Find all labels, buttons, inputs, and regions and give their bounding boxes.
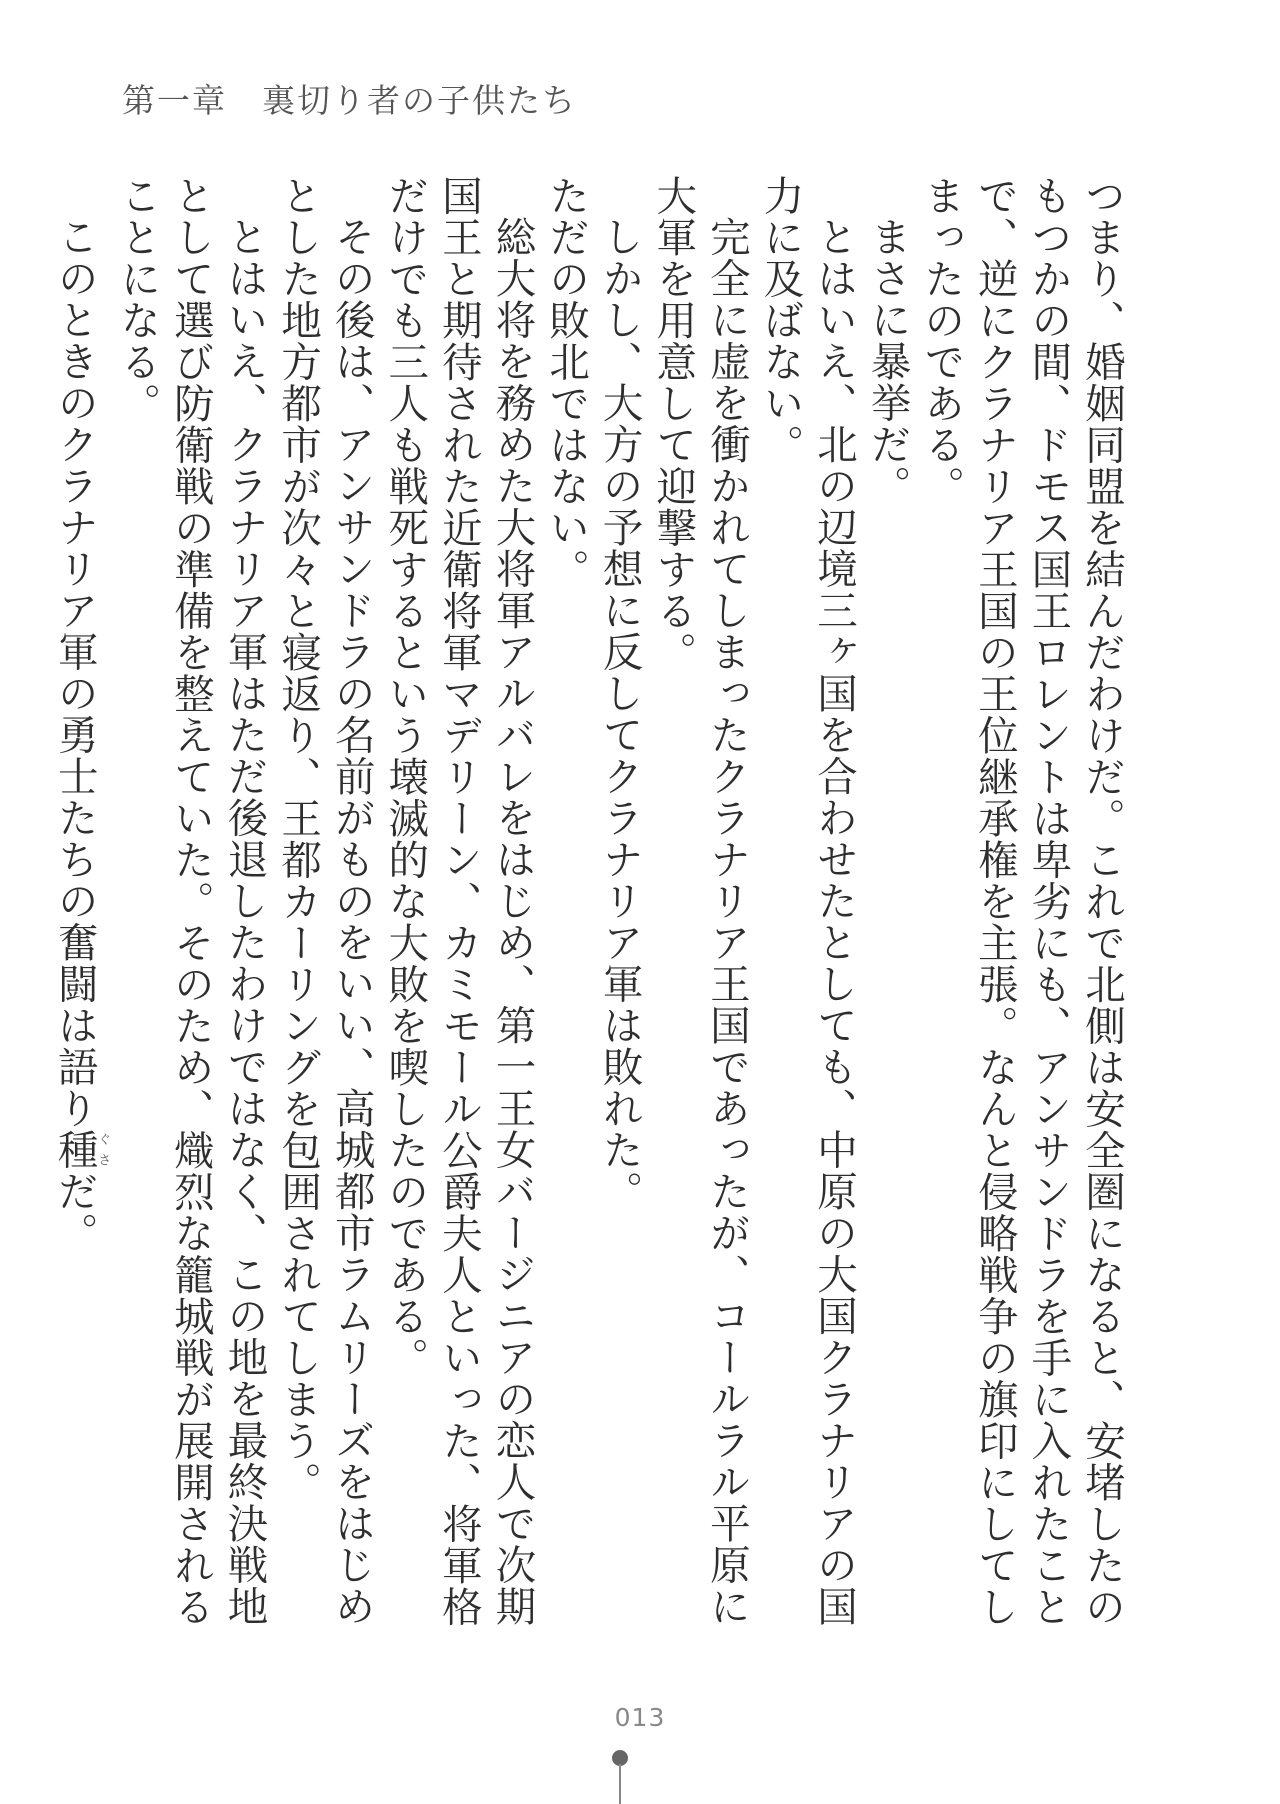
page-number: 013 bbox=[614, 1703, 666, 1732]
running-header bbox=[122, 81, 577, 120]
paragraph-6: ただの敗北ではない。 bbox=[542, 175, 591, 590]
paragraph-7: 総大将を務めた大将軍アルバレをはじめ、第一王女バージニアの恋人で次期国王と期待された近衛将軍マデリーン、カミモール公爵夫人といった、将軍格だけでも三人も戦死するという壊滅的な大敗を喫したのである。 bbox=[381, 175, 537, 1628]
paragraph-4: 完全に虚を衝かれてしまったクラナリア王国であったが、コールラル平原に大軍を用意して迎撃する。 bbox=[649, 175, 751, 1627]
ruby-annotation bbox=[50, 1128, 111, 1171]
page-indicator-line bbox=[619, 1764, 621, 1804]
ruby-reading: ぐさ bbox=[95, 1128, 111, 1170]
ruby-base: 種 bbox=[50, 1128, 99, 1170]
body-text bbox=[50, 175, 1128, 1645]
chapter-number: 第一章 bbox=[122, 81, 227, 120]
paragraph-10-end: だ。 bbox=[50, 1170, 99, 1253]
paragraph-5: しかし、大方の予想に反してクラナリア軍は敗れた。 bbox=[595, 215, 644, 1212]
paragraph-9: とはいえ、クラナリア軍はただ後退したわけではなく、この地を最終決戦地として選び防衛戦の準備を整えていた。そのため、熾烈な籠城戦が展開されることになる。 bbox=[113, 175, 269, 1628]
paragraph-1: つまり、婚姻同盟を結んだわけだ。これで北側は安全圏になると、安堵したのもつかの間、ドモス国王ロレントは卑劣にも、アンサンドラを手に入れたことで、逆にクラナリア王国の王位継承権を主張。なんと侵略戦争の旗印にしてしまったのである。 bbox=[917, 175, 1126, 1628]
paragraph-10 bbox=[47, 175, 110, 1645]
paragraph-8: その後は、アンサンドラの名前がものをいい、高城都市ラムリーズをはじめとした地方都市が次々と寝返り、王都カーリングを包囲されてしまう。 bbox=[274, 175, 376, 1627]
paragraph-10-text: このときのクラナリア軍の勇士たちの奮闘は語り bbox=[50, 215, 99, 1129]
paragraph-2: まさに暴挙だ。 bbox=[863, 215, 912, 506]
paragraph-3: とはいえ、北の辺境三ヶ国を合わせたとしても、中原の大国クラナリアの国力に及ばない。 bbox=[756, 175, 859, 1627]
chapter-title: 裏切り者の子供たち bbox=[262, 81, 577, 120]
